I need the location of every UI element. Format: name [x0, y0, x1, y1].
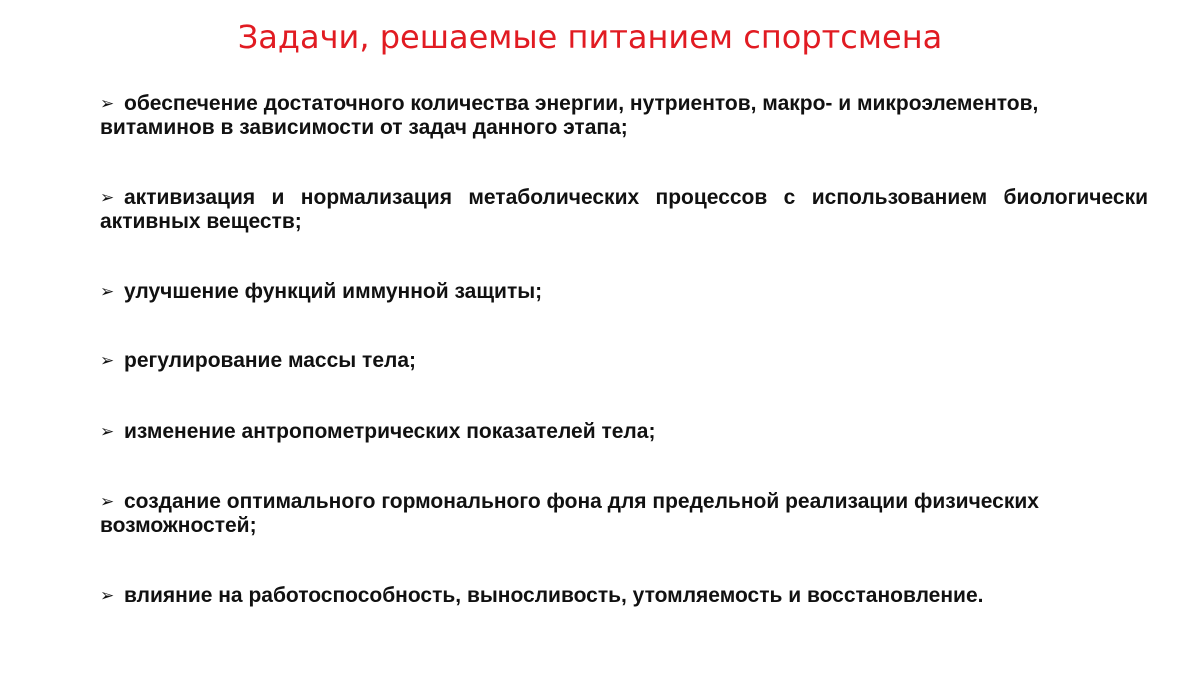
slide-title: Задачи, решаемые питанием спортсмена — [237, 18, 943, 56]
list-item-text: улучшение функций иммунной защиты; — [124, 280, 543, 303]
list-item-text: регулирование массы тела; — [124, 349, 417, 372]
list-item — [100, 490, 1148, 538]
list-item — [100, 349, 1148, 373]
list-item — [100, 92, 1148, 140]
list-item-text: изменение антропометрических показателей тела; — [124, 420, 656, 443]
list-item — [100, 280, 1148, 304]
list-item — [100, 186, 1148, 234]
arrowhead-bullet-icon: ➢ — [100, 586, 115, 605]
arrowhead-bullet-icon: ➢ — [100, 492, 115, 511]
list-item — [100, 420, 1148, 444]
arrowhead-bullet-icon: ➢ — [100, 422, 115, 441]
list-item — [100, 584, 1148, 608]
arrowhead-bullet-icon: ➢ — [100, 188, 115, 207]
arrowhead-bullet-icon: ➢ — [100, 351, 115, 370]
arrowhead-bullet-icon: ➢ — [100, 282, 115, 301]
list-item-text: создание оптимального гормонального фона для предельной реализации физических возможностей; — [100, 490, 1039, 537]
list-item-text: обеспечение достаточного количества энергии, нутриентов, макро- и микроэлементов, витаминов в зависимости от задач данного этапа; — [100, 92, 1039, 139]
list-item-text: влияние на работоспособность, выносливость, утомляемость и восстановление. — [124, 584, 984, 607]
arrowhead-bullet-icon: ➢ — [100, 94, 115, 113]
list-item-text: активизация и нормализация метаболических процессов с использованием биологически активных веществ; — [100, 186, 1148, 233]
